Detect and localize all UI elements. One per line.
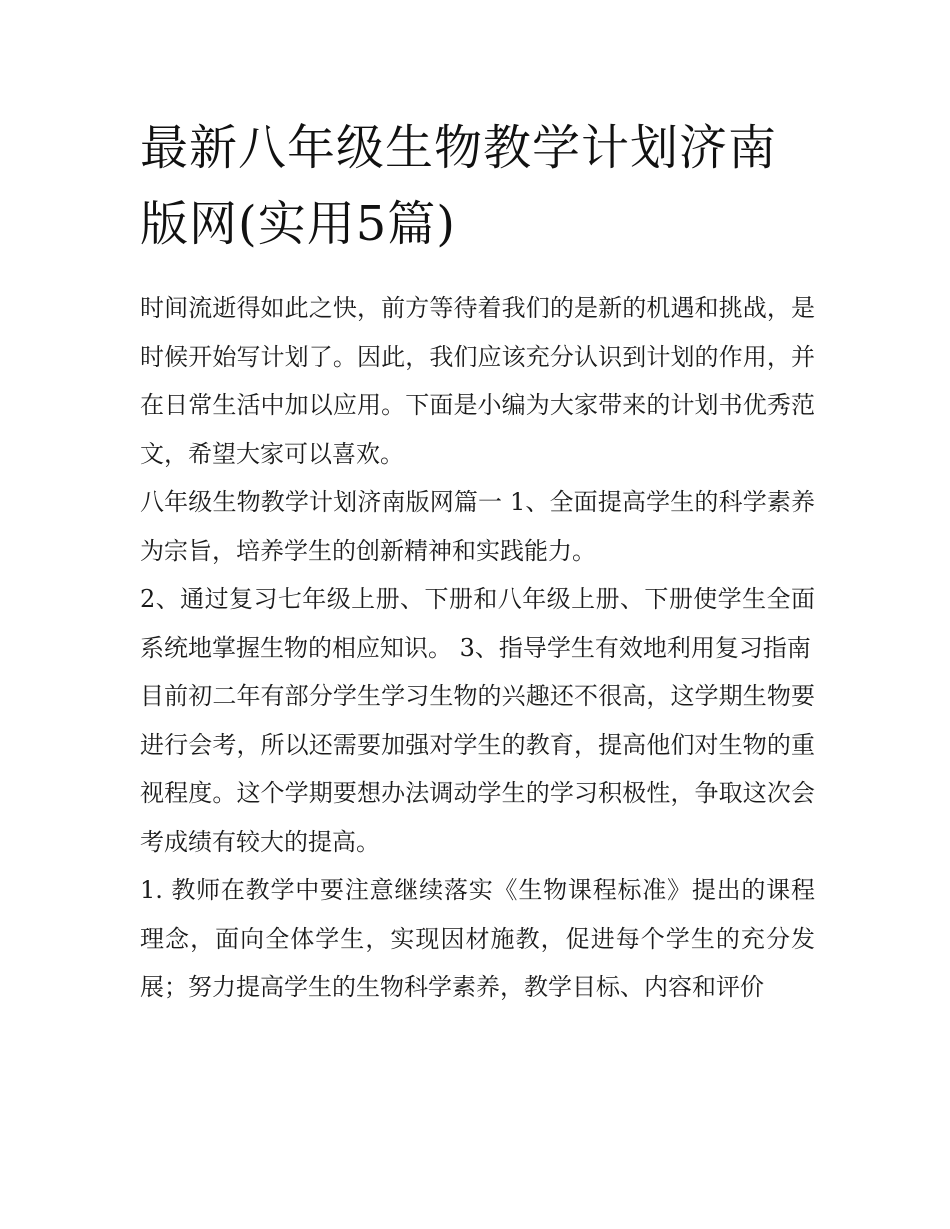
- document-title: 最新八年级生物教学计划济南版网(实用5篇): [140, 120, 778, 252]
- review-goals-paragraph: 2、通过复习七年级上册、下册和八年级上册、下册使学生全面系统地掌握生物的相应知识。 3、指导学生有效地利用复习指南: [140, 585, 815, 662]
- section-one-paragraph: 八年级生物教学计划济南版网篇一 1、全面提高学生的科学素养为宗旨，培养学生的创新精神和实践能力。: [140, 488, 815, 565]
- document-body: [140, 110, 815, 1012]
- intro-paragraph: 时间流逝得如此之快，前方等待着我们的是新的机遇和挑战，是时候开始写计划了。因此，我们应该充分认识到计划的作用，并在日常生活中加以应用。下面是小编为大家带来的计划书优秀范文，希望大家可以喜欢。: [140, 294, 815, 468]
- teaching-requirement-paragraph: 1. 教师在教学中要注意继续落实《生物课程标准》提出的课程理念，面向全体学生，实现因材施教，促进每个学生的充分发展；努力提高学生的生物科学素养，教学目标、内容和评价: [140, 876, 815, 1001]
- student-status-paragraph: 目前初二年有部分学生学习生物的兴趣还不很高，这学期生物要进行会考，所以还需要加强对学生的教育，提高他们对生物的重视程度。这个学期要想办法调动学生的学习积极性，争取这次会考成绩有较大的提高。: [140, 682, 815, 856]
